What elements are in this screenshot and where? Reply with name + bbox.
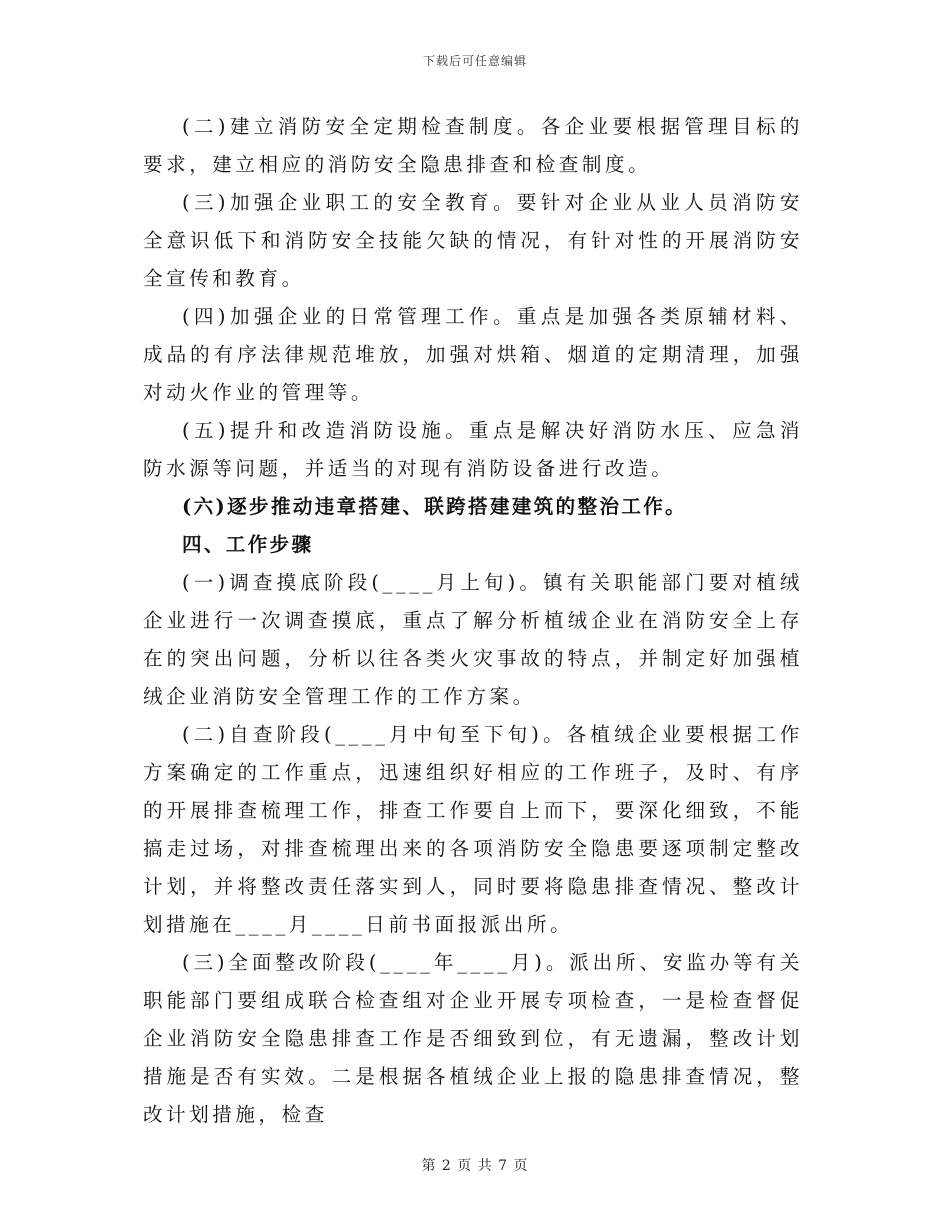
paragraph-fire-facility-upgrade: (五)提升和改造消防设施。重点是解决好消防水压、应急消防水源等问题，并适当的对现有消防设备进行改造。 — [143, 419, 803, 480]
paragraph-daily-management: (四)加强企业的日常管理工作。重点是加强各类原辅材料、成品的有序法律规范堆放，加强对烘箱、烟道的定期清理，加强对动火作业的管理等。 — [143, 305, 803, 404]
page-header-note: 下载后可任意编辑 — [422, 54, 527, 68]
paragraph-fire-inspection-system: (二)建立消防安全定期检查制度。各企业要根据管理目标的要求，建立相应的消防安全隐患排查和检查制度。 — [143, 115, 803, 176]
paragraph-illegal-construction: (六)逐步推动违章搭建、联跨搭建建筑的整治工作。 — [182, 495, 688, 518]
paragraph-investigation-stage: (一)调查摸底阶段(____月上旬)。镇有关职能部门要对植绒企业进行一次调查摸底，重点了解分析植绒企业在消防安全上存在的突出问题，分析以往各类火灾事故的特点，并制定好加强植绒企业消防安全管理工作的工作方案。 — [143, 571, 803, 708]
paragraph-rectification-stage: (三)全面整改阶段(____年____月)。派出所、安监办等有关职能部门要组成联合检查组对企业开展专项检查，一是检查督促企业消防安全隐患排查工作是否细致到位，有无遗漏，整改计划措施是否有实效。二是根据各植绒企业上报的隐患排查情况，整改计划措施，检查 — [143, 951, 803, 1126]
paragraph-self-inspection-stage: (二)自查阶段(____月中旬至下旬)。各植绒企业要根据工作方案确定的工作重点，迅速组织好相应的工作班子，及时、有序的开展排查梳理工作，排查工作要自上而下，要深化细致，不能搞走过场，对排查梳理出来的各项消防安全隐患要逐项制定整改计划，并将整改责任落实到人，同时要将隐患排查情况、整改计划措施在____月____日前书面报派出所。 — [143, 723, 803, 936]
document-body — [143, 108, 803, 1134]
page-number-footer: 第 2 页 共 7 页 — [421, 1158, 529, 1174]
paragraph-staff-safety-education: (三)加强企业职工的安全教育。要针对企业从业人员消防安全意识低下和消防安全技能欠缺的情况，有针对性的开展消防安全宣传和教育。 — [143, 191, 803, 290]
section-heading-work-steps: 四、工作步骤 — [182, 533, 314, 556]
